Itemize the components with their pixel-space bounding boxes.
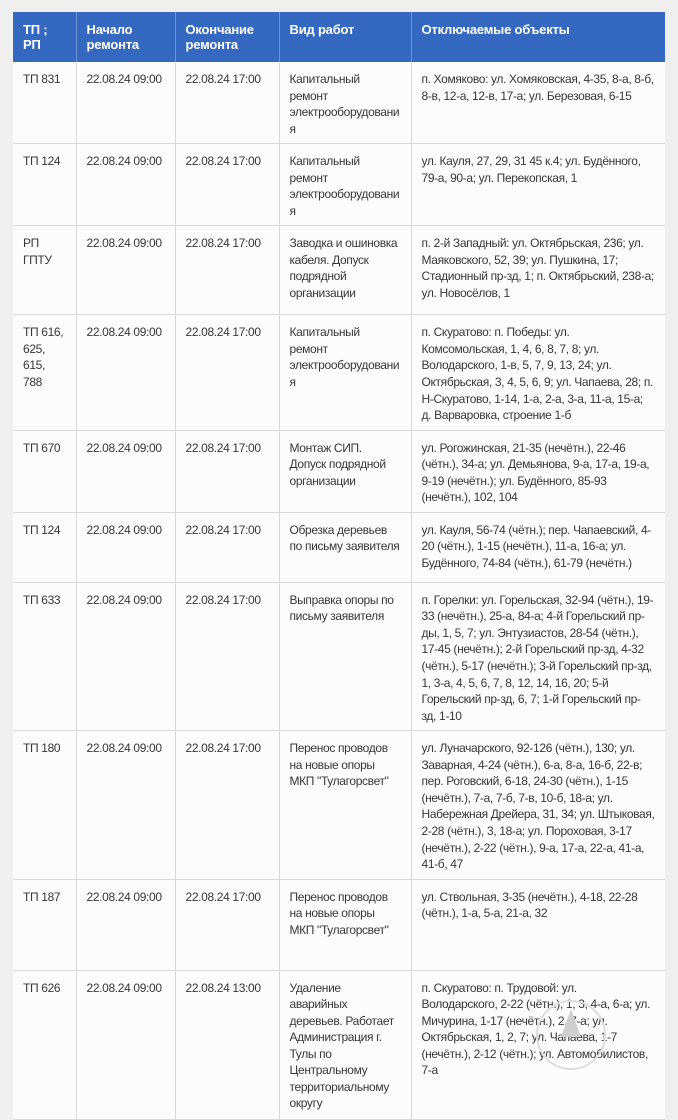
cell-tp: ТП 187 [13, 879, 76, 970]
cell-work: Монтаж СИП. Допуск подрядной организации [279, 430, 411, 512]
cell-end: 22.08.24 17:00 [175, 315, 279, 430]
cell-work: Перенос проводов на новые опоры МКП "Тулагорсвет" [279, 879, 411, 970]
cell-start: 22.08.24 09:00 [76, 144, 175, 226]
cell-tp: РП ГПТУ [13, 226, 76, 315]
header-cell-work: Вид работ [279, 12, 411, 62]
table-body [13, 62, 665, 1119]
cell-tp: ТП 180 [13, 731, 76, 879]
table-row [13, 512, 665, 582]
cell-objects: ул. Кауля, 27, 29, 31 45 к.4; ул. Будённого, 79-а, 90-а; ул. Перекопская, 1 [411, 144, 665, 226]
cell-start: 22.08.24 09:00 [76, 430, 175, 512]
outage-schedule-table [13, 12, 665, 1120]
cell-start: 22.08.24 09:00 [76, 731, 175, 879]
header-cell-tp: ТП ; РП [13, 12, 76, 62]
table-row [13, 226, 665, 315]
cell-end: 22.08.24 17:00 [175, 62, 279, 144]
header-cell-start: Начало ремонта [76, 12, 175, 62]
table-row [13, 879, 665, 970]
cell-tp: ТП 124 [13, 144, 76, 226]
cell-tp: ТП 626 [13, 970, 76, 1119]
cell-end: 22.08.24 17:00 [175, 582, 279, 730]
cell-objects: п. 2-й Западный: ул. Октябрьская, 236; ул. Маяковского, 52, 39; ул. Пушкина, 17; Стадионный пр-зд, 1; п. Октябрьский, 238-а; ул. Новосёлов, 1 [411, 226, 665, 315]
cell-end: 22.08.24 13:00 [175, 970, 279, 1119]
cell-start: 22.08.24 09:00 [76, 512, 175, 582]
cell-work: Выправка опоры по письму заявителя [279, 582, 411, 730]
cell-objects: п. Скуратово: п. Победы: ул. Комсомольская, 1, 4, 6, 8, 7, 8; ул. Володарского, 1-в, 5, 7, 9, 13, 24; ул. Октябрьская, 3, 4, 5, 6, 9; ул. Чапаева, 28; п. Н-Скуратово, 1-14, 1-а, 2-а, 3-а, 11-а, 15-а; д. Варваровка, строение 1-б [411, 315, 665, 430]
cell-objects: п. Хомяково: ул. Хомяковская, 4-35, 8-а, 8-б, 8-в, 12-а, 12-в, 17-а; ул. Березовая, 6-15 [411, 62, 665, 144]
cell-objects: ул. Кауля, 56-74 (чётн.); пер. Чапаевский, 4-20 (чётн.), 1-15 (нечётн.), 11-а, 16-а; ул. Будённого, 74-84 (чётн.), 61-79 (нечётн.) [411, 512, 665, 582]
cell-work: Перенос проводов на новые опоры МКП "Тулагорсвет" [279, 731, 411, 879]
cell-objects: ул. Ствольная, 3-35 (нечётн.), 4-18, 22-28 (чётн.), 1-а, 5-а, 21-а, 32 [411, 879, 665, 970]
cell-objects: п. Скуратово: п. Трудовой: ул. Володарского, 2-22 (чётн.), 1, 3, 4-а, 6-а; ул. Мичурина, 1-17 (нечётн.), 2, 7-а; ул. Октябрьская, 1, 2, 7; ул. Чапаева, 1-7 (нечётн.), 2-12 (чётн.); ул. Автомобилистов, 7-а [411, 970, 665, 1119]
table-header [13, 12, 665, 62]
cell-work: Заводка и ошиновка кабеля. Допуск подрядной организации [279, 226, 411, 315]
cell-start: 22.08.24 09:00 [76, 226, 175, 315]
cell-start: 22.08.24 09:00 [76, 315, 175, 430]
table-row [13, 430, 665, 512]
cell-end: 22.08.24 17:00 [175, 226, 279, 315]
cell-start: 22.08.24 09:00 [76, 970, 175, 1119]
cell-end: 22.08.24 17:00 [175, 879, 279, 970]
cell-start: 22.08.24 09:00 [76, 582, 175, 730]
cell-tp: ТП 616, 625, 615, 788 [13, 315, 76, 430]
header-cell-end: Окончание ремонта [175, 12, 279, 62]
cell-tp: ТП 124 [13, 512, 76, 582]
header-cell-objects: Отключаемые объекты [411, 12, 665, 62]
cell-end: 22.08.24 17:00 [175, 144, 279, 226]
cell-work: Капитальный ремонт электрооборудования [279, 315, 411, 430]
cell-objects: ул. Луначарского, 92-126 (чётн.), 130; ул. Заварная, 4-24 (чётн.), 6-а, 8-а, 16-б, 22-в; пер. Роговский, 6-18, 24-30 (чётн.), 1-15 (нечётн.), 7-а, 7-б, 7-в, 10-б, 18-а; ул. Набережная Дрейера, 31, 34; ул. Штыковая, 2-28 (чётн.), 3, 18-а; ул. Пороховая, 3-17 (нечётн.), 2-22 (чётн.), 9-а, 17-а, 22-а, 41-а, 41-б, 47 [411, 731, 665, 879]
table-row [13, 144, 665, 226]
cell-work: Удаление аварийных деревьев. Работает Администрация г. Тулы по Центральному территориальному округу [279, 970, 411, 1119]
table-row [13, 315, 665, 430]
table-row [13, 582, 665, 730]
cell-end: 22.08.24 17:00 [175, 731, 279, 879]
cell-tp: ТП 831 [23, 72, 61, 86]
cell-work: Капитальный ремонт электрооборудования [279, 62, 411, 144]
cell-work: Обрезка деревьев по письму заявителя [279, 512, 411, 582]
cell-start: 22.08.24 09:00 [76, 879, 175, 970]
table-row [13, 731, 665, 879]
compass-needle-icon [561, 1009, 581, 1037]
compass-icon [536, 1000, 606, 1070]
cell-objects: ул. Рогожинская, 21-35 (нечётн.), 22-46 (чётн.), 34-а; ул. Демьянова, 9-а, 17-а, 19-а, 9-19 (нечётн.); ул. Будённого, 85-93 (нечётн.), 102, 104 [411, 430, 665, 512]
cell-objects: п. Горелки: ул. Горельская, 32-94 (чётн.), 19-33 (нечётн.), 25-а, 84-а; 4-й Горельский пр-ды, 1, 5, 7; ул. Энтузиастов, 28-54 (чётн.), 17-45 (нечётн.); 2-й Горельский пр-зд, 4-32 (чётн.), 5-17 (нечётн.); 3-й Горельский пр-зд, 1, 3-а, 4, 5, 6, 7, 8, 12, 14, 16, 20; 5-й Горельский пр-зд, 6, 7; 1-й Горельский пр-зд, 1-10 [411, 582, 665, 730]
cell-end: 22.08.24 17:00 [175, 430, 279, 512]
cell-end: 22.08.24 17:00 [175, 512, 279, 582]
header-row [13, 12, 665, 62]
cell-work: Капитальный ремонт электрооборудования [279, 144, 411, 226]
cell-start: 22.08.24 09:00 [76, 62, 175, 144]
table-row [13, 62, 665, 144]
cell-tp: ТП 633 [13, 582, 76, 730]
cell-tp: ТП 670 [13, 430, 76, 512]
